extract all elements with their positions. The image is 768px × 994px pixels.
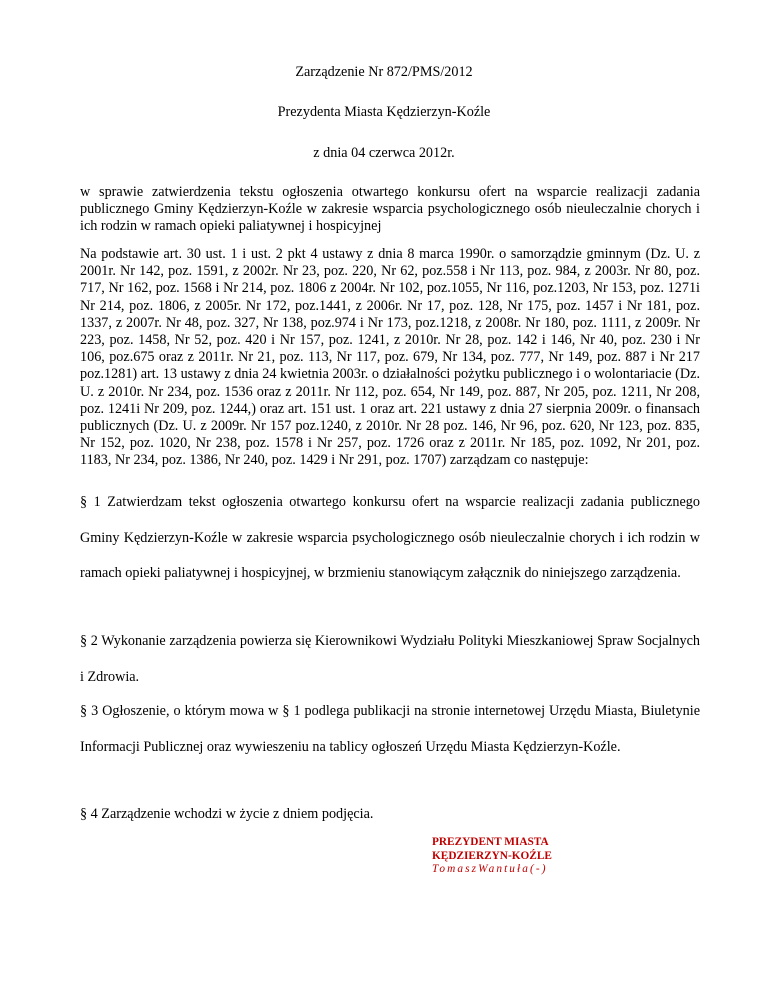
ordinance-date: z dnia 04 czerwca 2012r. [313,145,455,161]
signature-name: TomaszWantuła(-) [432,863,548,875]
paragraph-4: § 4 Zarządzenie wchodzi w życie z dniem podjęcia. [80,806,374,822]
paragraph-2: § 2 Wykonanie zarządzenia powierza się Kierownikowi Wydziału Polityki Mieszkaniowej Spraw Socjalnych i Zdrowia. [80,633,700,685]
signature-block [432,836,632,877]
paragraph-3: § 3 Ogłoszenie, o którym mowa w § 1 podlega publikacji na stronie internetowej Urzędu Miasta, Biuletynie Informacji Publicznej oraz wywieszeniu na tablicy ogłoszeń Urzędu Miasta Kędzierzyn-Koźle. [80,703,700,755]
paragraph-1: § 1 Zatwierdzam tekst ogłoszenia otwartego konkursu ofert na wsparcie realizacji zadania publicznego Gminy Kędzierzyn-Koźle w zakresie wsparcia psychologicznego osób nieuleczalnie chorych i ich rodzin w ramach opieki paliatywnej i hospicyjnej, w brzmieniu stanowiącym załącznik do niniejszego zarządzenia. [80,494,700,581]
signature-city: KĘDZIERZYN-KOŹLE [432,849,552,862]
ordinance-issuer: Prezydenta Miasta Kędzierzyn-Koźle [277,104,491,120]
legal-basis: Na podstawie art. 30 ust. 1 i ust. 2 pkt 4 ustawy z dnia 8 marca 1990r. o samorządzie gminnym (Dz. U. z 2001r. Nr 142, poz. 1591, z 2002r. Nr 23, poz. 220, Nr 62, poz.558 i Nr 113, poz. 984, z 2003r. Nr 80, poz. 717, Nr 162, poz. 1568 i Nr 214, poz. 1806 z 2004r. Nr 102, poz.1055, Nr 116, poz.1203, Nr 153, poz. 1271i Nr 214, poz. 1806, z 2005r. Nr 172, poz.1441, z 2006r. Nr 17, poz. 128, Nr 175, poz. 1457 i Nr 181, poz. 1337, z 2007r. Nr 48, poz. 327, Nr 138, poz.974 i Nr 173, poz.1218, z 2008r. Nr 180, poz. 1111, z 2009r. Nr 223, poz. 1458, Nr 52, poz. 420 i Nr 157, poz. 1241, z 2010r. Nr 28, poz. 142 i 146, Nr 40, poz. 230 i Nr 106, poz.675 oraz z 2011r. Nr 21, poz. 113, Nr 117, poz. 679, Nr 134, poz. 777, Nr 149, poz. 887 i Nr 217 poz.1281) art. 13 ustawy z dnia 24 kwietnia 2003r. o działalności pożytku publicznego i o wolontariacie (Dz. U. z 2010r. Nr 234, poz. 1536 oraz z 2011r. Nr 112, poz. 654, Nr 149, poz. 887, Nr 205, poz. 1211, Nr 208, poz. 1241i Nr 209, poz. 1244,) oraz art. 151 ust. 1 oraz art. 221 ustawy z dnia 27 sierpnia 2009r. o finansach publicznych (Dz. U. z 2009r. Nr 157 poz.1240, z 2010r. Nr 28 poz. 146, Nr 96, poz. 620, Nr 123, poz. 835, Nr 152, poz. 1020, Nr 238, poz. 1578 i Nr 257, poz. 1726 oraz z 2011r. Nr 185, poz. 1092, Nr 201, poz. 1183, Nr 234, poz. 1386, Nr 240, poz. 1429 i Nr 291, poz. 1707) zarządzam co następuje: [80,246,700,469]
ordinance-number: Zarządzenie Nr 872/PMS/2012 [295,64,473,80]
ordinance-subject: w sprawie zatwierdzenia tekstu ogłoszenia otwartego konkursu ofert na wsparcie realizacji zadania publicznego Gminy Kędzierzyn-Koźle w zakresie wsparcia psychologicznego osób nieuleczalnie chorych i ich rodzin w ramach opieki paliatywnej i hospicyjnej [80,184,700,235]
signature-title: PREZYDENT MIASTA [432,836,549,848]
